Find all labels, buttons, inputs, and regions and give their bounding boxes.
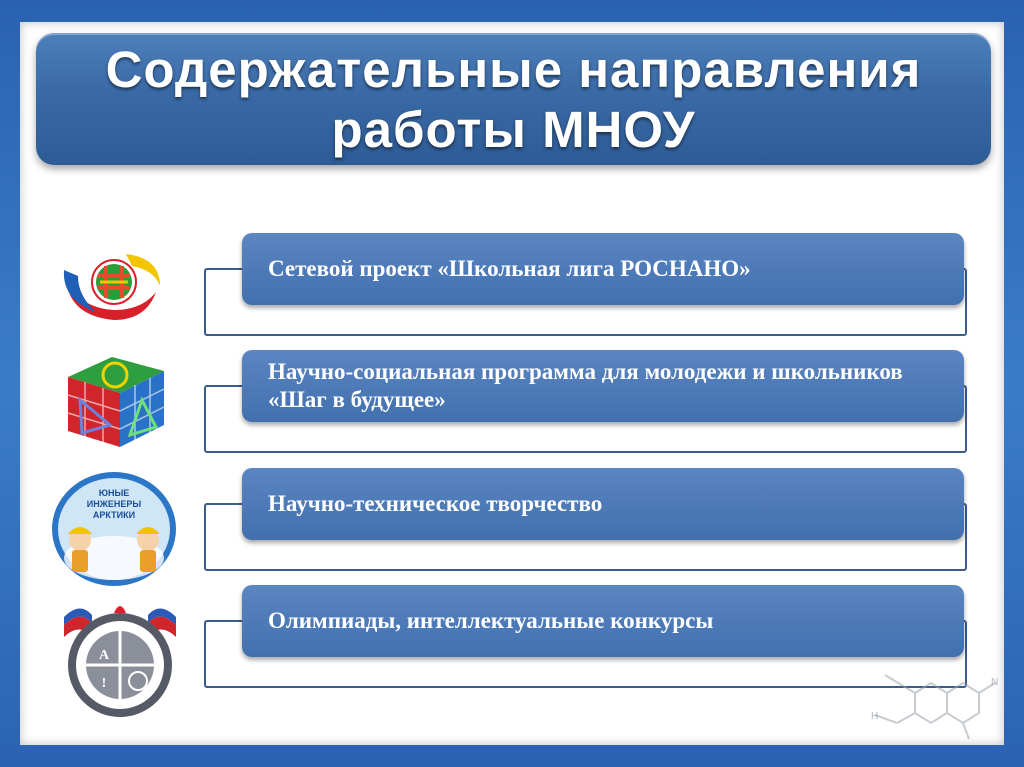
emblem-glyph-i: ! [101,676,107,691]
young-engineers-badge-icon [50,470,178,588]
item-label-2: Научно-социальная программа для молодежи и школьников «Шаг в будущее» [268,359,903,412]
item-label-3: Научно-техническое творчество [268,491,603,516]
item-box-3[interactable] [242,468,964,540]
emblem-glyph-a: A [98,648,110,663]
molecule-watermark-icon [845,655,1005,745]
badge-text-line-3: АРКТИКИ [92,510,136,520]
title-line-1: Содержательные направления [105,41,922,98]
molecule-label-n: N [991,677,999,688]
badge-text-line-2: ИНЖЕНЕРЫ [86,499,142,509]
olympiad-emblem-icon [60,595,180,720]
item-box-2[interactable] [242,350,964,422]
molecule-label-h: H [871,711,879,722]
rosnano-logo-icon [56,240,168,332]
item-box-4[interactable] [242,585,964,657]
title-line-2: работы МНОУ [331,101,696,158]
badge-text-line-1: ЮНЫЕ [98,488,130,498]
item-box-1[interactable] [242,233,964,305]
item-label-1: Сетевой проект «Школьная лига РОСНАНО» [268,256,751,281]
cube-logo-icon [60,355,170,450]
slide-title [36,40,991,160]
item-label-4: Олимпиады, интеллектуальные конкурсы [268,608,714,633]
